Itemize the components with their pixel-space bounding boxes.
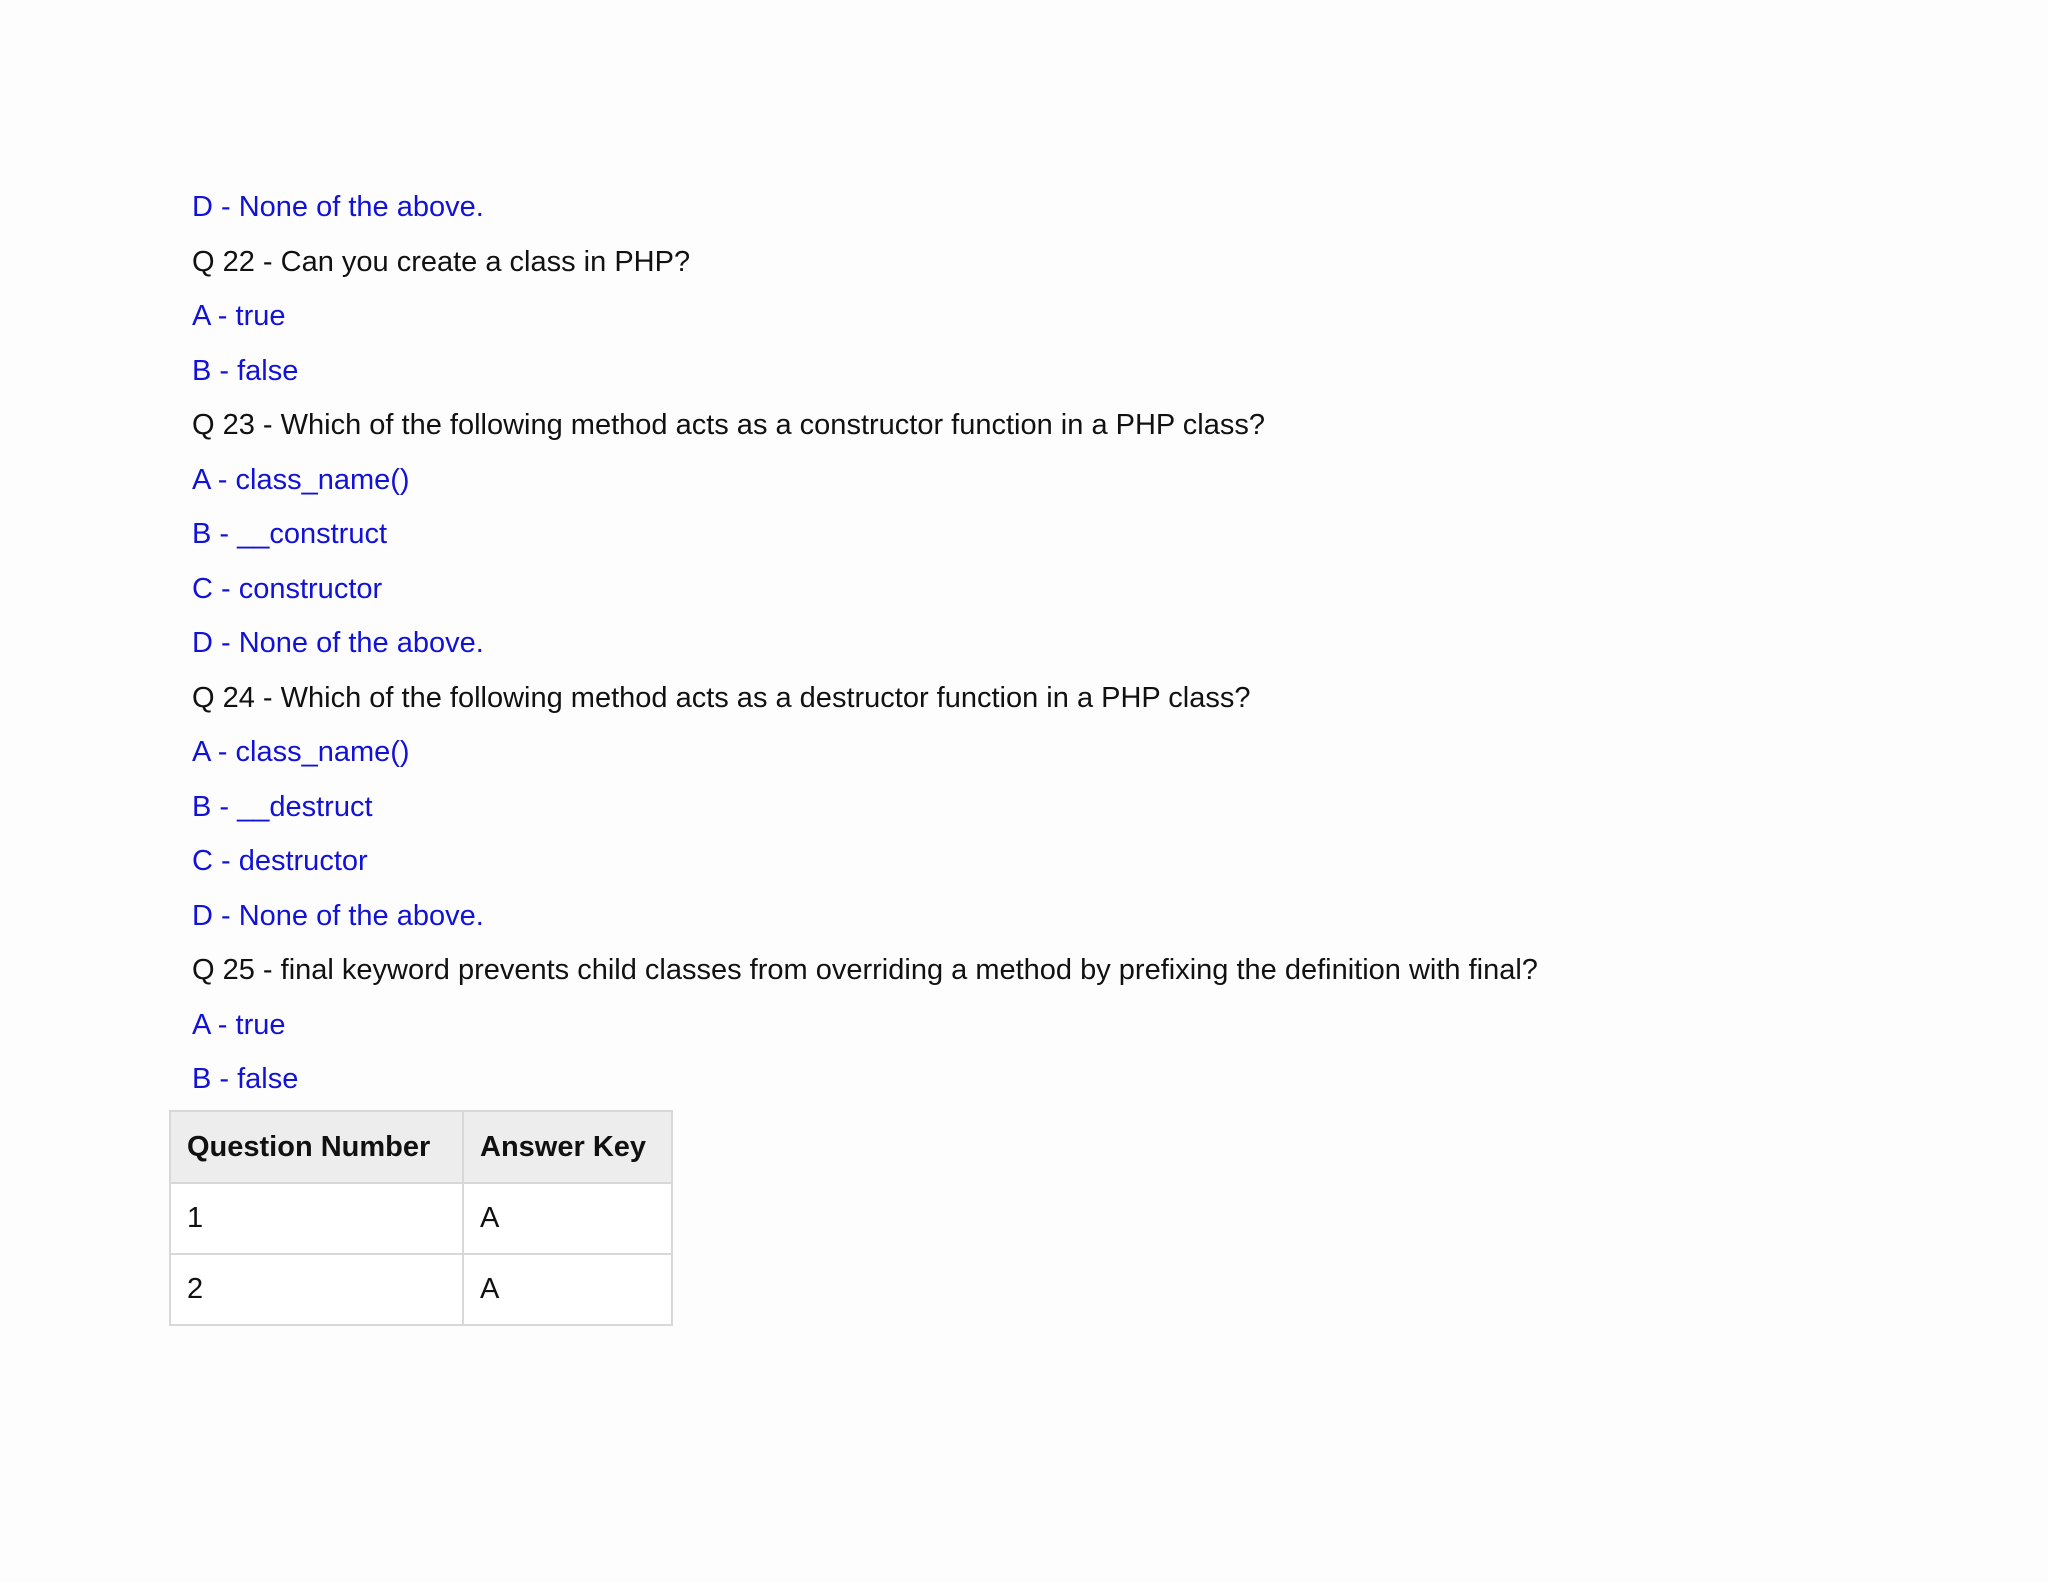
answer-key-table — [169, 1110, 673, 1326]
question-25: Q 25 - final keyword prevents child classes from overriding a method by prefixing the definition with final? — [192, 954, 1538, 986]
cell-question-number: 1 — [170, 1183, 463, 1254]
option-q24-c: C - destructor — [192, 845, 368, 877]
table-row — [170, 1183, 672, 1254]
option-q23-a: A - class_name() — [192, 463, 410, 496]
quiz-content — [192, 180, 1538, 1107]
option-q21-d: D - None of the above. — [192, 191, 484, 223]
cell-answer-key: A — [463, 1254, 672, 1325]
option-q23-d: D - None of the above. — [192, 627, 484, 659]
cell-question-number: 2 — [170, 1254, 463, 1325]
question-22: Q 22 - Can you create a class in PHP? — [192, 245, 691, 278]
header-answer-key: Answer Key — [463, 1111, 672, 1183]
question-24: Q 24 - Which of the following method acts as a destructor function in a PHP class? — [192, 681, 1251, 714]
option-q23-b: B - __construct — [192, 518, 388, 550]
option-q25-b: B - false — [192, 1063, 299, 1095]
option-q24-b: B - __destruct — [192, 790, 373, 823]
option-q25-a: A - true — [192, 1008, 286, 1041]
table-row — [170, 1254, 672, 1325]
table-header-row — [170, 1111, 672, 1183]
option-q22-a: A - true — [192, 300, 286, 332]
option-q23-c: C - constructor — [192, 572, 383, 605]
question-23: Q 23 - Which of the following method acts as a constructor function in a PHP class? — [192, 409, 1265, 441]
option-q24-a: A - class_name() — [192, 736, 410, 768]
option-q22-b: B - false — [192, 354, 299, 387]
header-question-number: Question Number — [170, 1111, 463, 1183]
option-q24-d: D - None of the above. — [192, 899, 484, 932]
cell-answer-key: A — [463, 1183, 672, 1254]
